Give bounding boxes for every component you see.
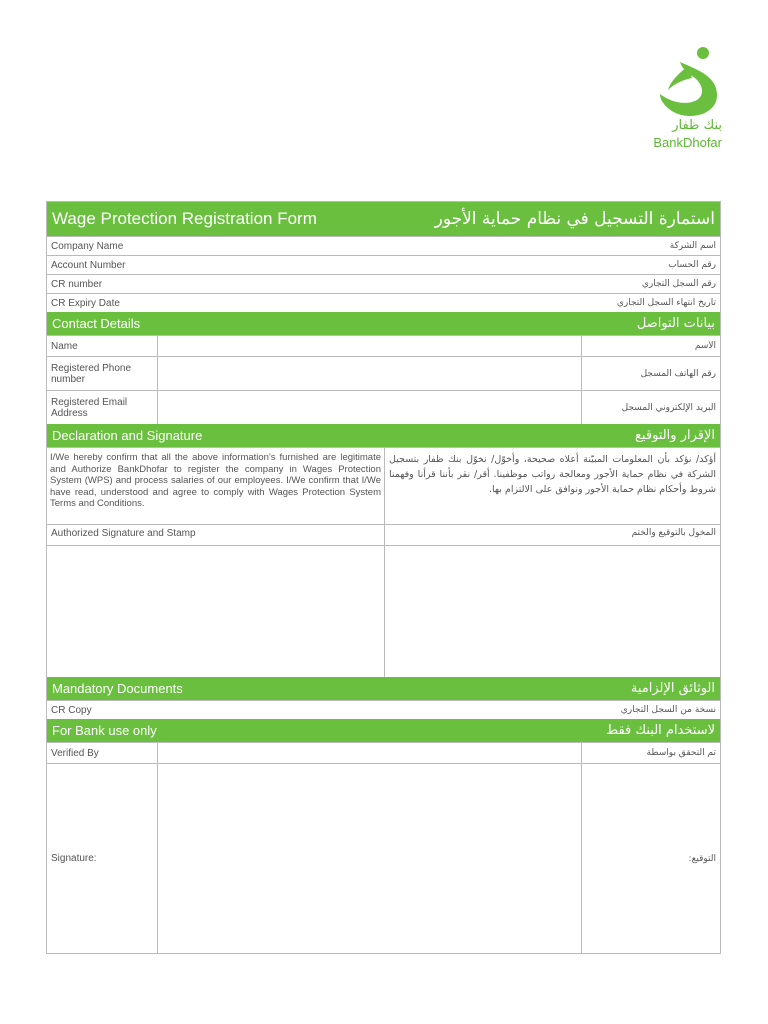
contact-details-title: Contact Details (52, 316, 141, 331)
declaration-header (47, 424, 720, 447)
declaration-text-english: I/We hereby confirm that all the above information's furnished are legitimate and Authorize BankDhofar to register the company in Wages Protection System (WPS) and process salaries of our employees. I/We confirm that I/We have read, understood and agree to comply with Wages Protection System Terms and Conditions. (50, 452, 381, 509)
verified-by-row (47, 742, 720, 763)
bank-signature-label: Signature: (51, 853, 97, 864)
cr-copy-label-arabic: نسخة من السجل التجاري (620, 705, 716, 715)
contact-email-input[interactable] (157, 391, 581, 424)
bank-signature-input[interactable] (157, 764, 581, 953)
bank-signature-label-arabic: التوقيع: (581, 764, 720, 953)
declaration-title: Declaration and Signature (52, 428, 203, 443)
form-title-english: Wage Protection Registration Form (52, 209, 317, 228)
signature-stamp-box-arabic[interactable] (384, 546, 720, 677)
contact-name-input[interactable] (157, 336, 581, 356)
account-number-label-arabic: رقم الحساب (668, 260, 716, 270)
cr-number-label: CR number (51, 278, 103, 290)
cr-copy-row (47, 700, 720, 719)
signature-stamp-box-english[interactable] (47, 546, 384, 677)
contact-phone-input[interactable] (157, 357, 581, 390)
company-name-field[interactable] (47, 236, 720, 255)
mandatory-documents-title: Mandatory Documents (52, 681, 183, 696)
authorized-signature-label-arabic: المخول بالتوقيع والختم (384, 525, 720, 545)
contact-email-label-arabic: البريد الإلكتروني المسجل (581, 391, 720, 424)
contact-phone-label: Registered Phone number (51, 362, 132, 385)
cr-expiry-date-label: CR Expiry Date (51, 297, 120, 309)
declaration-text-arabic: أؤكد/ نؤكد بأن المعلومات المبيّنة أعلاه صحيحة، وأخوّل/ نخوّل بنك ظفار بتسجيل الشركة في نظام حماية الأجور ومعالجة رواتب موظفينا. أقر/ نقر بأننا قرأنا وفهمنا شروط وأحكام نظام حماية الأجور ونوافق على الالتزام بها. (384, 448, 720, 524)
declaration-text-row (47, 447, 720, 524)
verified-by-label: Verified By (51, 747, 99, 759)
mandatory-documents-header (47, 677, 720, 700)
mandatory-documents-title-arabic: الوثائق الإلزامية (630, 681, 715, 696)
contact-details-header (47, 312, 720, 335)
authorized-signature-row (47, 524, 720, 545)
cr-expiry-date-label-arabic: تاريخ انتهاء السجل التجاري (616, 298, 716, 308)
company-name-label: Company Name (51, 240, 124, 252)
form-title-arabic: استمارة التسجيل في نظام حماية الأجور (434, 209, 715, 229)
bank-signature-row (47, 763, 720, 953)
signature-stamp-area (47, 545, 720, 677)
bank-use-header (47, 719, 720, 742)
account-number-label: Account Number (51, 259, 126, 271)
cr-copy-label: CR Copy (51, 704, 92, 716)
cr-number-field[interactable] (47, 274, 720, 293)
bank-use-title-arabic: لاستخدام البنك فقط (606, 723, 715, 738)
contact-phone-label-arabic: رقم الهاتف المسجل (581, 357, 720, 390)
registration-form (46, 201, 721, 954)
authorized-signature-label: Authorized Signature and Stamp (51, 528, 196, 539)
cr-expiry-date-field[interactable] (47, 293, 720, 312)
contact-email-row (47, 390, 720, 424)
contact-details-title-arabic: بيانات التواصل (636, 316, 715, 331)
contact-email-label: Registered Email Address (51, 396, 128, 419)
contact-name-label-arabic: الاسم (581, 336, 720, 356)
brand-name-arabic: بنك ظفار (672, 118, 722, 133)
bank-use-title: For Bank use only (52, 723, 157, 738)
company-name-label-arabic: اسم الشركة (669, 241, 716, 251)
contact-name-label: Name (51, 340, 78, 352)
declaration-title-arabic: الإقرار والتوقيع (635, 428, 715, 443)
verified-by-label-arabic: تم التحقق بواسطة (581, 743, 720, 763)
contact-name-row (47, 335, 720, 356)
verified-by-input[interactable] (157, 743, 581, 763)
brand-name-english: BankDhofar (653, 135, 722, 150)
account-number-field[interactable] (47, 255, 720, 274)
contact-phone-row (47, 356, 720, 390)
form-title-bar (47, 202, 720, 236)
cr-number-label-arabic: رقم السجل التجاري (641, 279, 716, 289)
